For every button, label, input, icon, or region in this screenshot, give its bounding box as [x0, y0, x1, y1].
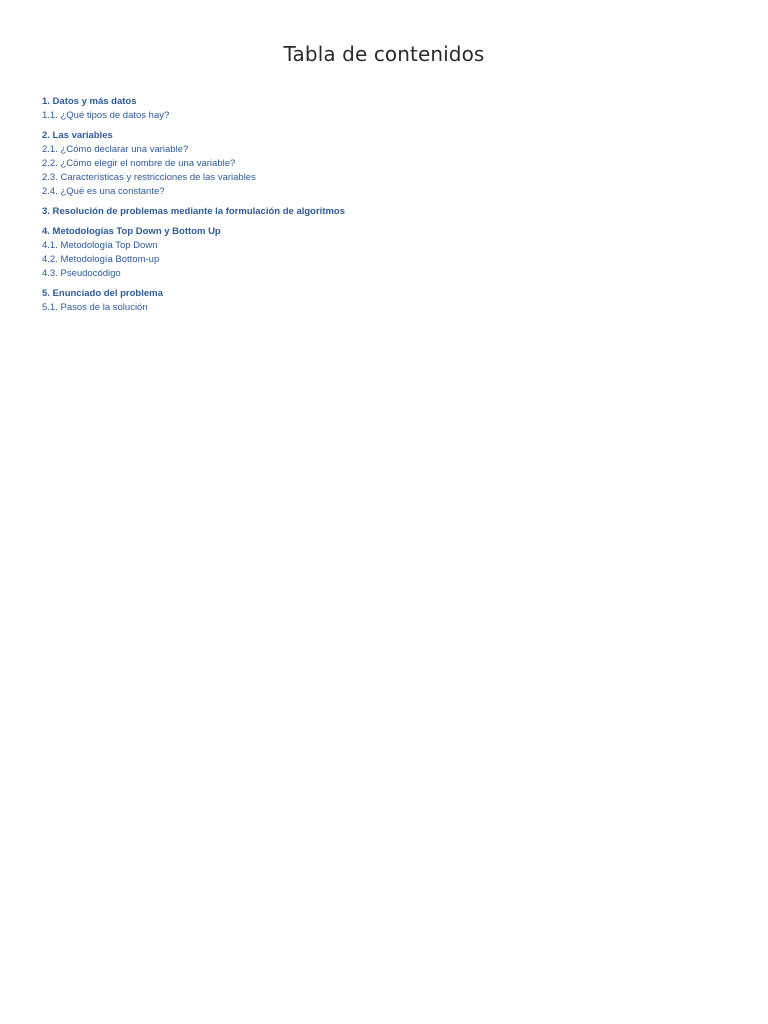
- toc-link-5-1[interactable]: 5.1. Pasos de la solución: [42, 302, 148, 313]
- toc-section-1: [42, 95, 742, 123]
- toc-section-3: [42, 205, 742, 219]
- toc-link-2-1[interactable]: 2.1. ¿Cómo declarar una variable?: [42, 144, 189, 155]
- toc-section-2: [42, 129, 742, 199]
- toc-link-section-3[interactable]: 3. Resolución de problemas mediante la formulación de algoritmos: [42, 206, 346, 217]
- table-of-contents: [42, 95, 742, 321]
- toc-link-4-1[interactable]: 4.1. Metodología Top Down: [42, 240, 158, 251]
- toc-link-4-3[interactable]: 4.3. Pseudocódigo: [42, 268, 121, 279]
- page-title: Tabla de contenidos: [283, 42, 485, 66]
- toc-link-section-5[interactable]: 5. Enunciado del problema: [42, 288, 163, 299]
- toc-link-2-3[interactable]: 2.3. Características y restricciones de las variables: [42, 172, 256, 183]
- toc-link-section-4[interactable]: 4. Metodologías Top Down y Bottom Up: [42, 226, 221, 237]
- toc-section-4: [42, 225, 742, 281]
- toc-link-2-4[interactable]: 2.4. ¿Qué es una constante?: [42, 186, 165, 197]
- toc-link-4-2[interactable]: 4.2. Metodología Bottom-up: [42, 254, 160, 265]
- toc-sublist: [42, 301, 742, 315]
- toc-sublist: [42, 109, 742, 123]
- toc-sublist: [42, 143, 742, 199]
- toc-link-section-2[interactable]: 2. Las variables: [42, 130, 113, 141]
- toc-link-section-1[interactable]: 1. Datos y más datos: [42, 96, 137, 107]
- toc-link-1-1[interactable]: 1.1. ¿Qué tipos de datos hay?: [42, 110, 170, 121]
- toc-link-2-2[interactable]: 2.2. ¿Cómo elegir el nombre de una variable?: [42, 158, 236, 169]
- toc-section-5: [42, 287, 742, 315]
- toc-sublist: [42, 239, 742, 281]
